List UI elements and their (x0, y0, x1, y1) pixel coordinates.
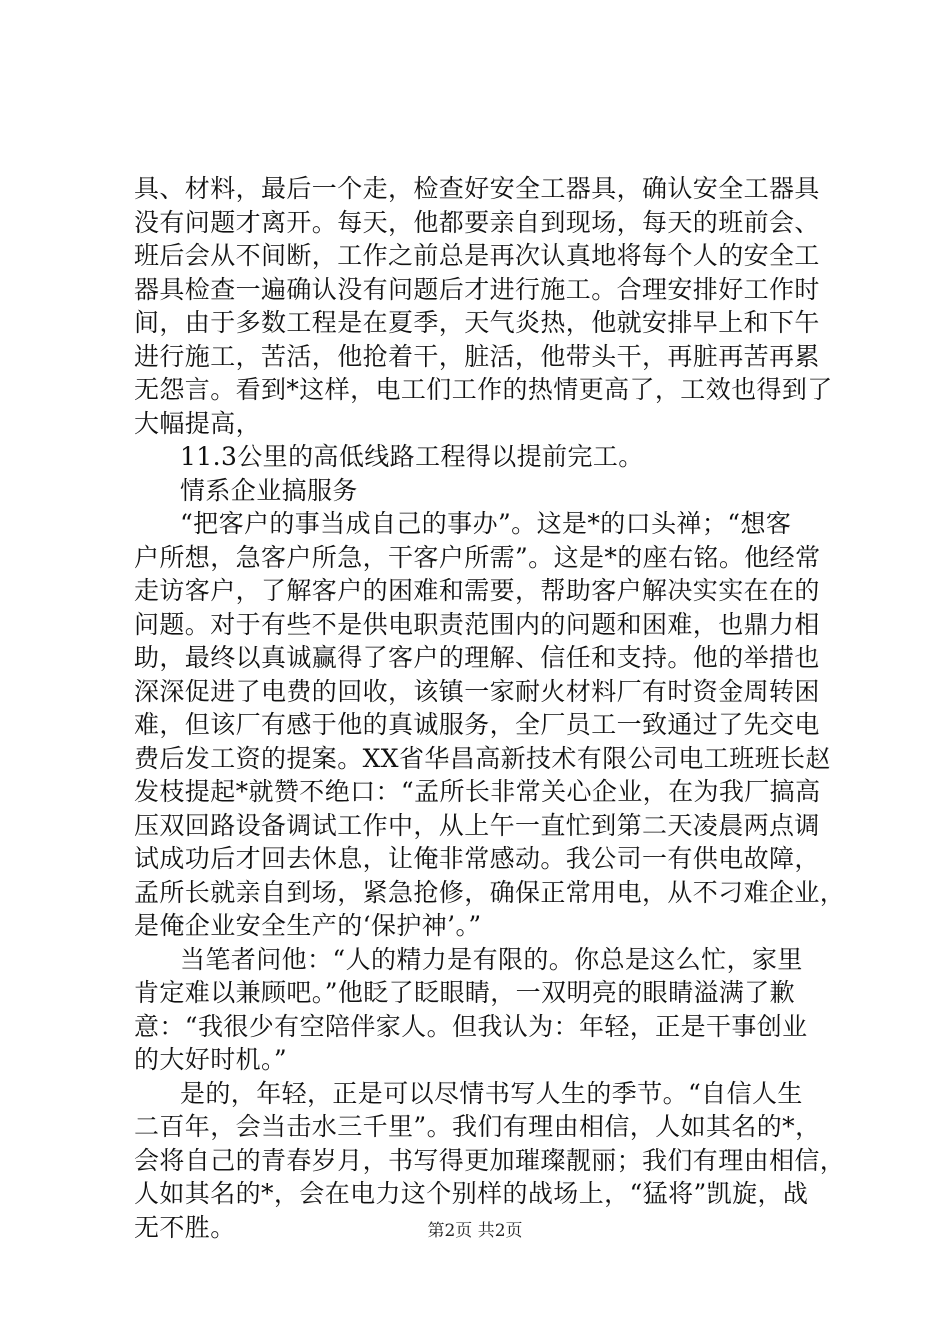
text-line: 助，最终以真诚赢得了客户的理解、信任和支持。他的举措也 (134, 643, 820, 672)
text-line: 孟所长就亲自到场，紧急抢修，确保正常用电，从不刁难企业， (134, 877, 846, 907)
text-line: 无不胜。 (134, 1212, 236, 1242)
text-line: 问题。对于有些不是供电职责范围内的问题和困难，也鼎力相 (134, 609, 820, 639)
text-line: 没有问题才离开。每天，他都要亲自到现场，每天的班前会、 (134, 207, 820, 237)
page-footer: 第2页 共2页 (427, 1221, 523, 1241)
text-line: 深深促进了电费的回收，该镇一家耐火材料厂有时资金周转困 (134, 676, 820, 706)
text-line: 是俺企业安全生产的‘保护神’。” (134, 911, 482, 940)
text-line: 二百年，会当击水三千里”。我们有理由相信，人如其名的*， (134, 1112, 821, 1141)
document-body (134, 172, 846, 1244)
text-line: 压双回路设备调试工作中，从上午一直忙到第二天凌晨两点调 (134, 810, 820, 840)
text-line: 人如其名的*，会在电力这个别样的战场上，“猛将”凯旋，战 (134, 1179, 809, 1208)
text-line: 发枝提起*就赞不绝口：“孟所长非常关心企业，在为我厂搞高 (134, 777, 821, 806)
text-line: 大幅提高， (134, 408, 262, 438)
text-line: 走访客户，了解客户的困难和需要，帮助客户解决实实在在的 (134, 576, 820, 605)
text-line: 无怨言。看到*这样，电工们工作的热情更高了，工效也得到了 (134, 375, 833, 404)
text-line: “把客户的事当成自己的事办”。这是*的口头禅；“想客 (180, 509, 792, 538)
text-line: 器具检查一遍确认没有问题后才进行施工。合理安排好工作时 (134, 274, 820, 304)
text-line: 试成功后才回去休息，让俺非常感动。我公司一有供电故障， (134, 844, 820, 873)
text-line: 的大好时机。” (134, 1045, 288, 1074)
text-line: 进行施工，苦活，他抢着干，脏活，他带头干，再脏再苦再累 (134, 341, 820, 371)
text-line: 班后会从不间断，工作之前总是再次认真地将每个人的安全工 (134, 241, 820, 270)
text-line: 间，由于多数工程是在夏季，天气炎热，他就安排早上和下午 (134, 308, 820, 337)
text-line: 会将自己的青春岁月，书写得更加璀璨靓丽；我们有理由相信， (134, 1145, 846, 1175)
text-line: 户所想，急客户所急，干客户所需”。这是*的座右铭。他经常 (134, 542, 821, 572)
text-line: 费后发工资的提案。XX省华昌高新技术有限公司电工班班长赵 (134, 743, 831, 773)
text-line: 肯定难以兼顾吧。”他眨了眨眼睛，一双明亮的眼睛溢满了歉 (134, 978, 796, 1007)
text-line: 难，但该厂有感于他的真诚服务，全厂员工一致通过了先交电 (134, 710, 820, 739)
text-line: 是的，年轻，正是可以尽情书写人生的季节。“自信人生 (180, 1078, 803, 1108)
text-line: 具、材料，最后一个走，检查好安全工器具，确认安全工器具 (134, 174, 820, 203)
text-line: 情系企业搞服务 (180, 475, 358, 505)
text-line: 意：“我很少有空陪伴家人。但我认为：年轻，正是干事创业 (134, 1011, 808, 1041)
text-line: 当笔者问他：“人的精力是有限的。你总是这么忙，家里 (180, 944, 803, 974)
text-line: 11.3公里的高低线路工程得以提前完工。 (180, 442, 644, 471)
